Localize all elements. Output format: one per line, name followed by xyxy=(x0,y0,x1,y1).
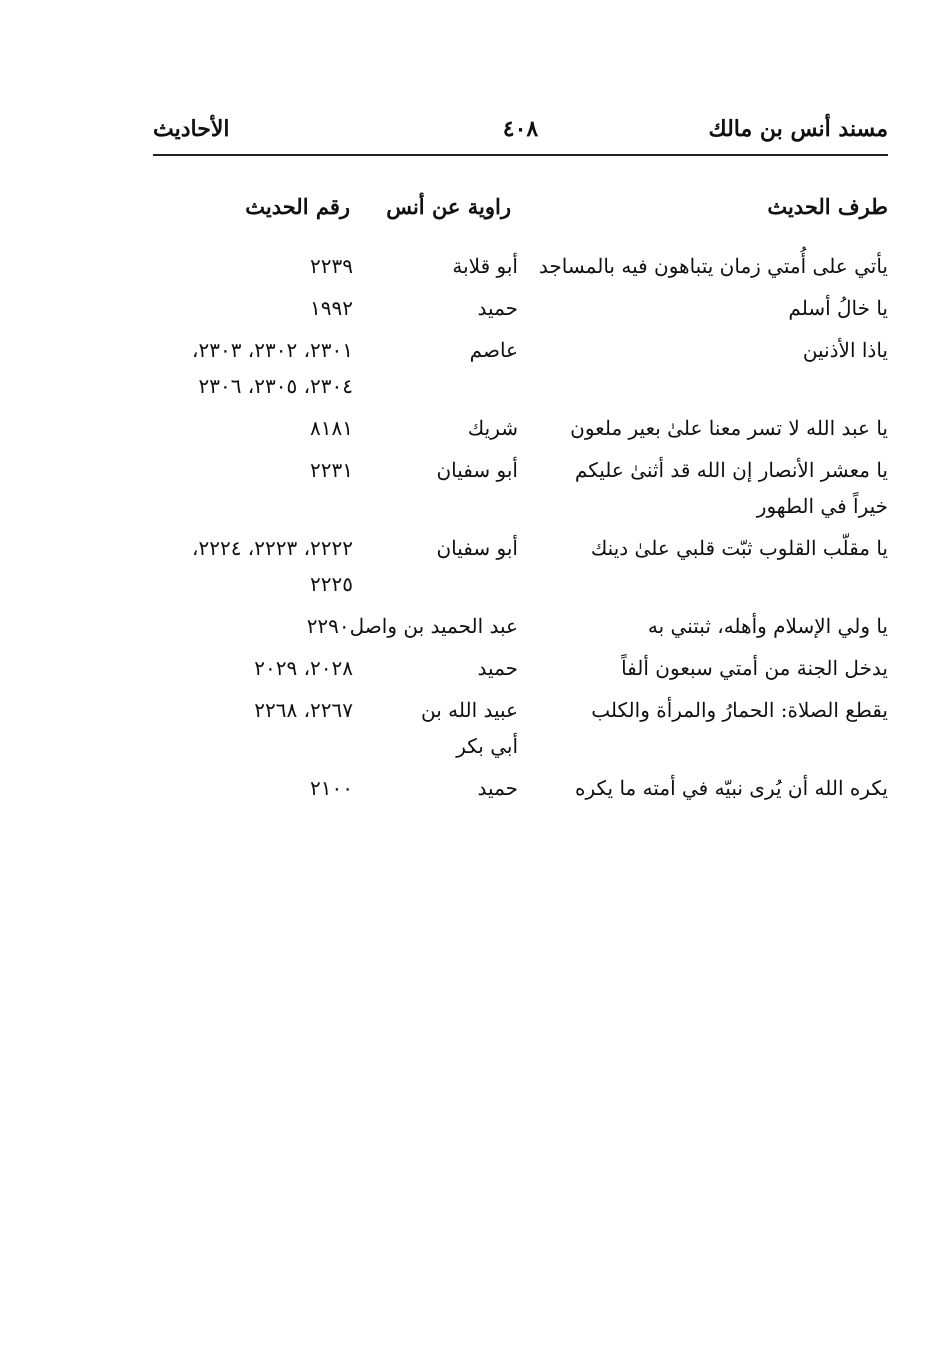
hadith-numbers-cell xyxy=(153,290,353,326)
hadith-numbers-line: ٢٣٠١، ٢٣٠٢، ٢٣٠٣، xyxy=(192,338,353,362)
narrator-line: أبو سفيان xyxy=(436,536,518,560)
table-row xyxy=(153,608,888,644)
narrator-line: عاصم xyxy=(469,338,518,362)
narrator-cell xyxy=(353,650,518,686)
hadith-numbers-line: ٢٢٦٧، ٢٢٦٨ xyxy=(254,698,353,722)
narrator-line: شريك xyxy=(467,416,518,440)
hadith-text-line: يدخل الجنة من أمتي سبعون ألفاً xyxy=(621,656,888,680)
hadith-text-cell xyxy=(518,248,888,284)
table-row xyxy=(153,530,888,602)
table-row xyxy=(153,410,888,446)
narrator-cell xyxy=(353,770,518,806)
hadith-text-cell xyxy=(518,692,888,728)
column-heading-narrator: راوية عن أنس xyxy=(386,194,511,219)
narrator-cell xyxy=(353,410,518,446)
column-heading-hadith-text: طرف الحديث xyxy=(767,194,888,219)
hadith-numbers-cell xyxy=(153,770,353,806)
hadith-numbers-line: ٨١٨١ xyxy=(310,416,353,440)
narrator-line: عبد الحميد بن واصل٢٢٩٠ xyxy=(306,614,518,638)
hadith-text-line: يا عبد الله لا تسر معنا علىٰ بعير ملعون xyxy=(570,416,888,440)
running-header xyxy=(153,112,888,156)
hadith-text-line: يا معشر الأنصار إن الله قد أثنىٰ عليكم xyxy=(574,458,888,482)
table-row xyxy=(153,770,888,806)
narrator-cell xyxy=(353,452,518,488)
hadith-text-line: خيراً في الطهور xyxy=(756,494,888,518)
narrator-cell xyxy=(353,290,518,326)
hadith-text-cell xyxy=(518,410,888,446)
narrator-line: حميد xyxy=(477,296,518,320)
hadith-text-cell xyxy=(518,530,888,566)
hadith-text-cell xyxy=(518,332,888,368)
column-headings xyxy=(153,194,888,234)
hadith-text-line: يا مقلّب القلوب ثبّت قلبي علىٰ دينك xyxy=(590,536,888,560)
hadith-text-line: يا ولي الإسلام وأهله، ثبتني به xyxy=(647,614,888,638)
table-row xyxy=(153,650,888,686)
hadith-text-line: ياذا الأذنين xyxy=(802,338,888,362)
table-row xyxy=(153,290,888,326)
hadith-text-cell xyxy=(518,290,888,326)
column-heading-hadith-number: رقم الحديث xyxy=(245,194,350,219)
hadith-numbers-line: ٢٢٢٥ xyxy=(310,572,353,596)
hadith-numbers-line: ٢٢٣١ xyxy=(310,458,353,482)
hadith-text-cell xyxy=(518,608,888,644)
hadith-numbers-cell xyxy=(153,530,353,602)
hadith-numbers-cell xyxy=(153,692,353,728)
table-row xyxy=(153,248,888,284)
hadith-numbers-cell xyxy=(153,452,353,488)
hadith-numbers-line: ٢٣٠٤، ٢٣٠٥، ٢٣٠٦ xyxy=(198,374,353,398)
narrator-cell xyxy=(353,692,518,764)
hadith-numbers-cell xyxy=(153,248,353,284)
narrator-line: عبيد الله بن xyxy=(420,698,518,722)
narrator-cell xyxy=(306,608,518,644)
section-title: الأحاديث xyxy=(153,116,230,142)
hadith-numbers-line: ٢٠٢٨، ٢٠٢٩ xyxy=(254,656,353,680)
hadith-text-cell xyxy=(518,452,888,524)
narrator-line: أبو سفيان xyxy=(436,458,518,482)
hadith-numbers-cell xyxy=(153,650,353,686)
hadith-numbers-line: ٢٢٣٩ xyxy=(310,254,353,278)
hadith-text-line: يقطع الصلاة: الحمارُ والمرأة والكلب xyxy=(591,698,888,722)
table-row xyxy=(153,332,888,404)
hadith-text-line: يا خالُ أسلم xyxy=(788,296,888,320)
table-row xyxy=(153,692,888,764)
narrator-cell xyxy=(353,530,518,566)
table-row xyxy=(153,452,888,524)
hadith-numbers-cell xyxy=(153,410,353,446)
narrator-line: أبو قلابة xyxy=(452,254,518,278)
hadith-text-cell xyxy=(518,650,888,686)
hadith-text-cell xyxy=(518,770,888,806)
narrator-line: حميد xyxy=(477,656,518,680)
narrator-cell xyxy=(353,332,518,368)
hadith-text-line: يأتي على أُمتي زمان يتباهون فيه بالمساجد xyxy=(538,254,888,278)
hadith-numbers-line: ٢١٠٠ xyxy=(310,776,353,800)
hadith-numbers-line: ١٩٩٢ xyxy=(310,296,353,320)
narrator-line: حميد xyxy=(477,776,518,800)
narrator-cell xyxy=(353,248,518,284)
book-title: مسند أنس بن مالك xyxy=(708,116,888,142)
hadith-numbers-cell xyxy=(153,332,353,404)
narrator-line: أبي بكر xyxy=(456,734,518,758)
hadith-text-line: يكره الله أن يُرى نبيّه في أمته ما يكره xyxy=(574,776,888,800)
page-number: ٤٠٨ xyxy=(502,116,539,142)
hadith-index-table xyxy=(153,248,888,812)
hadith-numbers-line: ٢٢٢٢، ٢٢٢٣، ٢٢٢٤، xyxy=(192,536,353,560)
